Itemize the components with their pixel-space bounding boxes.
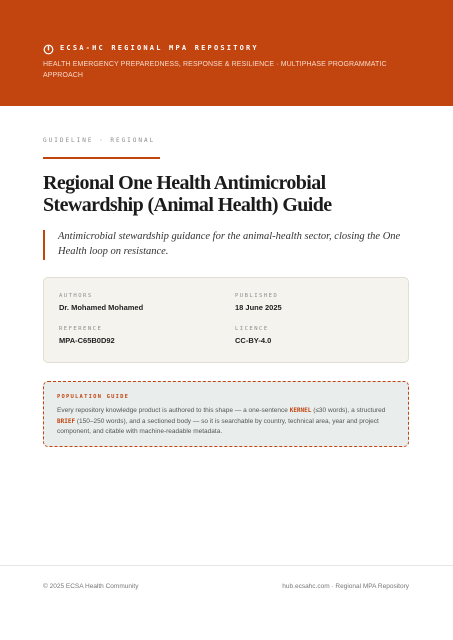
- guide-text-part: Every repository knowledge product is authored to this shape — a one-sentence: [57, 407, 290, 414]
- brief-keyword: BRIEF: [57, 417, 76, 425]
- power-icon: [43, 42, 54, 53]
- page-title: Regional One Health Antimicrobial Stewardship (Animal Health) Guide: [43, 172, 332, 216]
- header-subtitle: HEALTH EMERGENCY PREPAREDNESS, RESPONSE & RESILIENCE · MULTIPHASE PROGRAMMATIC APPROACH: [43, 61, 387, 79]
- reference-value: MPA-C65B0D92: [59, 336, 115, 345]
- footer-copyright: © 2025 ECSA Health Community: [43, 583, 139, 590]
- licence-label: LICENCE: [235, 326, 269, 332]
- guide-text-part: (≤30 words), a structured: [311, 407, 386, 414]
- guide-text-part: (150–250 words), and a sectioned body — so it is searchable by country, technical area, year and project component, and citable with machine-readable metadata.: [57, 417, 379, 435]
- accent-rule: [43, 157, 160, 159]
- population-guide-callout: [43, 381, 409, 447]
- population-guide-text: [57, 406, 395, 438]
- document-category: GUIDELINE · REGIONAL: [43, 137, 156, 144]
- authors-label: AUTHORS: [59, 293, 93, 299]
- footer-site-link[interactable]: hub.ecsahc.com · Regional MPA Repository: [282, 583, 409, 590]
- published-label: PUBLISHED: [235, 293, 279, 299]
- brand[interactable]: [43, 42, 259, 53]
- footer-divider: [0, 565, 453, 566]
- header-banner: [0, 0, 453, 106]
- lede-text: Antimicrobial stewardship guidance for the animal-health sector, closing the One Health loop on resistance.: [58, 231, 401, 257]
- lede-block: [43, 230, 411, 260]
- kernel-keyword: KERNEL: [289, 407, 312, 414]
- brand-name: ECSA-HC REGIONAL MPA REPOSITORY: [60, 43, 259, 52]
- authors-field: [59, 293, 143, 312]
- published-field: [235, 293, 282, 312]
- licence-field: [235, 326, 271, 345]
- reference-label: REFERENCE: [59, 326, 103, 332]
- licence-value: CC-BY-4.0: [235, 336, 272, 345]
- reference-field: [59, 326, 115, 345]
- authors-value: Dr. Mohamed Mohamed: [59, 303, 144, 312]
- metadata-card: [43, 277, 409, 363]
- published-value: 18 June 2025: [235, 303, 282, 312]
- population-guide-label: POPULATION GUIDE: [57, 394, 130, 400]
